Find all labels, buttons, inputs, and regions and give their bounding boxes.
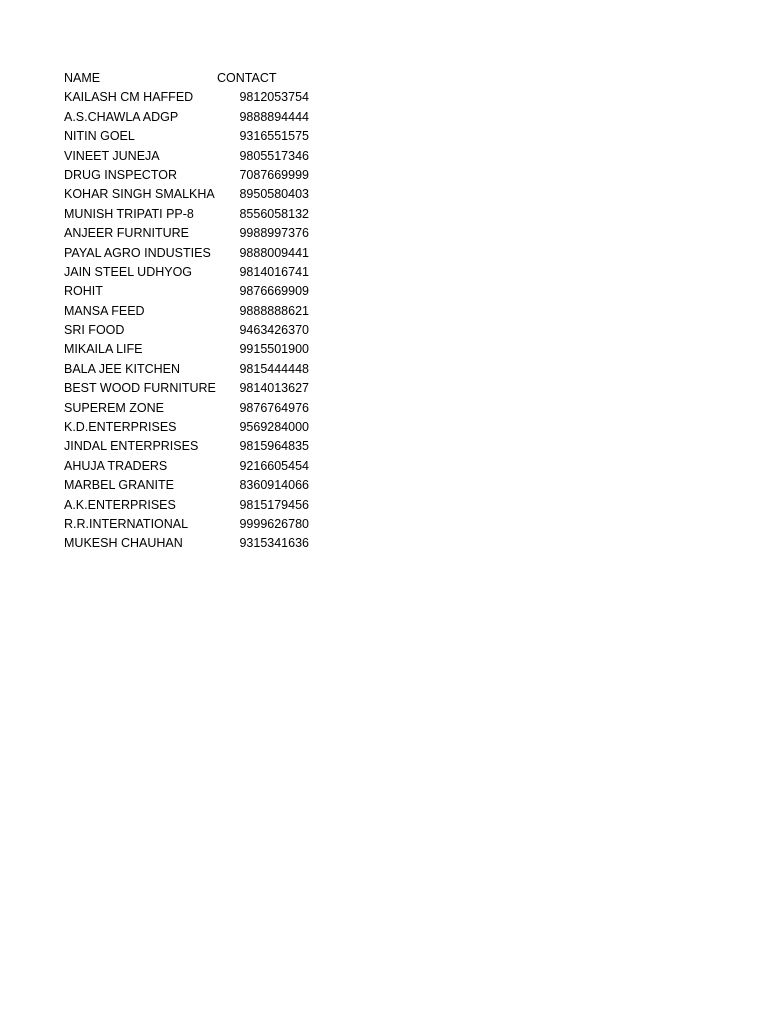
contact-number: 9876669909 — [239, 284, 309, 299]
contact-number: 9915501900 — [239, 342, 309, 357]
contact-number: 9316551575 — [239, 129, 309, 144]
column-header-contact: CONTACT — [217, 71, 277, 85]
contact-name: JINDAL ENTERPRISES — [64, 439, 199, 454]
contact-name: MUNISH TRIPATI PP-8 — [64, 206, 194, 221]
contact-name: MUKESH CHAUHAN — [64, 536, 183, 551]
contact-name: NITIN GOEL — [64, 129, 135, 144]
contact-number: 9216605454 — [239, 458, 309, 473]
table-row — [64, 340, 324, 359]
contact-name: KOHAR SINGH SMALKHA — [64, 187, 215, 202]
table-row — [64, 166, 324, 185]
contact-number: 9805517346 — [239, 148, 309, 163]
contact-name: MARBEL GRANITE — [64, 478, 174, 493]
contact-number: 9888894444 — [239, 109, 309, 124]
contact-number: 9988997376 — [239, 226, 309, 241]
table-row — [64, 263, 324, 282]
table-row — [64, 244, 324, 263]
table-row — [64, 108, 324, 127]
table-row — [64, 399, 324, 418]
contact-name: A.K.ENTERPRISES — [64, 497, 176, 512]
table-row — [64, 185, 324, 204]
contact-number: 9812053754 — [239, 90, 309, 105]
contact-list — [64, 88, 324, 553]
contact-number: 8360914066 — [239, 478, 309, 493]
contact-number: 9888888621 — [239, 303, 309, 318]
contact-sheet — [64, 69, 324, 554]
contact-name: K.D.ENTERPRISES — [64, 420, 177, 435]
table-row — [64, 321, 324, 340]
contact-number: 9876764976 — [239, 400, 309, 415]
contact-name: ROHIT — [64, 284, 103, 299]
contact-name: DRUG INSPECTOR — [64, 167, 177, 182]
contact-name: PAYAL AGRO INDUSTIES — [64, 245, 211, 260]
table-row — [64, 476, 324, 495]
contact-number: 8950580403 — [239, 187, 309, 202]
table-row — [64, 437, 324, 456]
table-row — [64, 224, 324, 243]
column-header-name: NAME — [64, 71, 101, 85]
contact-name: KAILASH CM HAFFED — [64, 90, 194, 105]
contact-name: BALA JEE KITCHEN — [64, 361, 181, 376]
header-row — [64, 69, 324, 88]
contact-number: 9888009441 — [239, 245, 309, 260]
contact-number: 8556058132 — [239, 206, 309, 221]
contact-name: R.R.INTERNATIONAL — [64, 516, 189, 531]
contact-name: VINEET JUNEJA — [64, 148, 160, 163]
contact-number: 9815444448 — [239, 361, 309, 376]
table-row — [64, 127, 324, 146]
contact-number: 9315341636 — [239, 536, 309, 551]
contact-name: SRI FOOD — [64, 323, 125, 338]
table-row — [64, 515, 324, 534]
table-row — [64, 282, 324, 301]
table-row — [64, 302, 324, 321]
table-row — [64, 88, 324, 107]
contact-number: 9815964835 — [239, 439, 309, 454]
contact-name: BEST WOOD FURNITURE — [64, 381, 216, 396]
table-row — [64, 496, 324, 515]
contact-number: 7087669999 — [239, 167, 309, 182]
contact-number: 9814013627 — [239, 381, 309, 396]
table-row — [64, 457, 324, 476]
contact-name: JAIN STEEL UDHYOG — [64, 264, 193, 279]
table-row — [64, 205, 324, 224]
table-row — [64, 379, 324, 398]
contact-name: ANJEER FURNITURE — [64, 226, 190, 241]
contact-number: 9999626780 — [239, 516, 309, 531]
contact-name: SUPEREM ZONE — [64, 400, 165, 415]
table-row — [64, 418, 324, 437]
contact-name: A.S.CHAWLA ADGP — [64, 109, 179, 124]
table-row — [64, 534, 324, 553]
contact-number: 9814016741 — [239, 264, 309, 279]
contact-name: AHUJA TRADERS — [64, 458, 168, 473]
contact-number: 9463426370 — [239, 323, 309, 338]
table-row — [64, 360, 324, 379]
contact-number: 9569284000 — [239, 420, 309, 435]
contact-name: MIKAILA LIFE — [64, 342, 143, 357]
table-row — [64, 147, 324, 166]
contact-number: 9815179456 — [239, 497, 309, 512]
contact-name: MANSA FEED — [64, 303, 145, 318]
